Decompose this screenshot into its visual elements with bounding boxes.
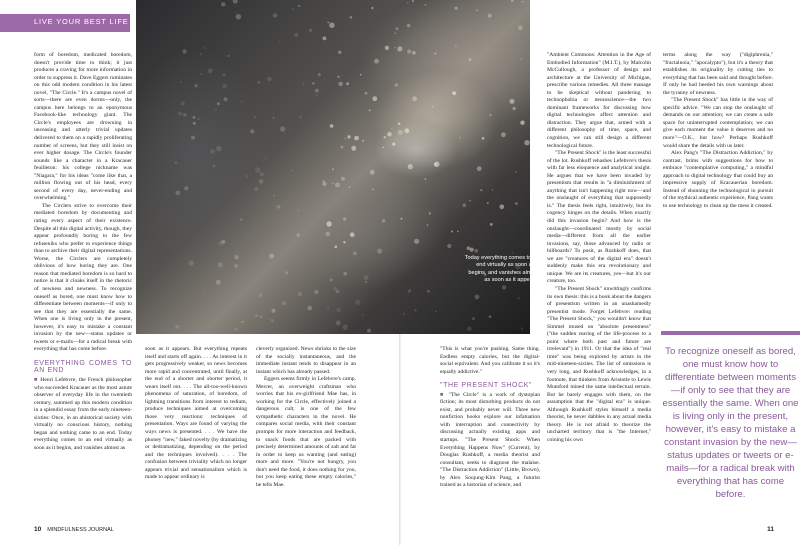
bokeh-dot: [336, 321, 341, 326]
bokeh-dot: [234, 264, 238, 268]
bokeh-dot: [412, 96, 417, 101]
bokeh-dot: [233, 0, 238, 4]
bokeh-dot: [298, 5, 300, 7]
bokeh-dot: [250, 129, 254, 133]
footer-right: [767, 526, 780, 533]
bokeh-dot: [269, 254, 274, 259]
bokeh-dot: [335, 182, 340, 187]
bokeh-dot: [176, 191, 181, 196]
bokeh-dot: [267, 77, 271, 81]
bokeh-dot: [298, 292, 302, 296]
bokeh-dot: [520, 59, 522, 61]
bokeh-dot: [343, 217, 346, 220]
bokeh-dot: [272, 117, 275, 120]
bokeh-dot: [515, 202, 518, 205]
bokeh-dot: [395, 83, 398, 86]
bokeh-dot: [194, 84, 197, 87]
bokeh-dot: [455, 7, 458, 10]
bokeh-dot: [259, 179, 263, 183]
bokeh-dot: [280, 333, 281, 334]
bokeh-dot: [296, 233, 300, 237]
bokeh-dot: [218, 262, 223, 267]
bokeh-dot: [398, 130, 403, 135]
bokeh-dot: [330, 124, 334, 128]
bokeh-dot: [180, 81, 182, 83]
bokeh-dot: [326, 232, 331, 237]
bokeh-dot: [338, 51, 341, 54]
bullet-icon: ■: [440, 391, 449, 398]
bokeh-dot: [210, 149, 215, 154]
bokeh-dot: [184, 186, 188, 190]
bokeh-dot: [282, 301, 286, 305]
bullet-icon: ■: [34, 376, 41, 383]
bokeh-dot: [271, 319, 274, 322]
bokeh-dot: [524, 140, 529, 145]
bokeh-dot: [335, 246, 338, 249]
bokeh-dot: [374, 59, 379, 64]
bokeh-dot: [270, 319, 271, 320]
bokeh-photo: [136, 0, 539, 334]
bokeh-dot: [216, 146, 221, 151]
bokeh-dot: [291, 170, 293, 172]
bokeh-dot: [309, 29, 312, 32]
bokeh-dot: [312, 82, 315, 85]
paragraph: Alex Pang's "The Distraction Addiction," by contrast, brims with suggestions for how to embrace "contemplative computing," a mindful approach to digital technology that could buy an impressive supply of Kracauerian boredom. Instead of shunning the technological in pursuit of the mythical authentic experience, Pang wants to use technology to clean up the mess it created.: [663, 150, 773, 209]
column-3: [256, 346, 356, 522]
bokeh-dot: [457, 231, 459, 233]
bokeh-dot: [203, 294, 205, 296]
bokeh-dot: [221, 2, 225, 6]
bokeh-dot: [477, 166, 482, 171]
bokeh-dot: [405, 128, 410, 133]
bokeh-dot: [345, 138, 346, 139]
bokeh-dot: [234, 255, 239, 260]
bokeh-dot: [489, 114, 491, 116]
bokeh-dot: [427, 224, 428, 225]
bokeh-dot: [407, 49, 411, 53]
bokeh-dot: [360, 74, 362, 76]
page-number-left: 10: [34, 526, 42, 533]
bokeh-dot: [316, 94, 317, 95]
bokeh-dot: [434, 162, 439, 167]
bokeh-dot: [510, 99, 515, 104]
paragraph: [440, 392, 540, 490]
bokeh-dot: [236, 14, 241, 19]
bokeh-dot: [377, 249, 382, 254]
bokeh-dot: [330, 278, 333, 281]
bokeh-dot: [241, 101, 242, 102]
bokeh-dot: [370, 170, 375, 175]
bokeh-dot: [349, 186, 351, 188]
bokeh-dot: [258, 81, 261, 84]
bokeh-dot: [255, 314, 258, 317]
bokeh-dot: [385, 46, 389, 50]
paragraph: [34, 377, 132, 452]
bokeh-dot: [511, 0, 514, 2]
bokeh-dot: [490, 223, 493, 226]
column-2: [145, 346, 247, 522]
bokeh-dot: [216, 280, 221, 285]
bokeh-dot: [372, 189, 374, 191]
bokeh-dot: [500, 205, 505, 210]
section-label: LIVE YOUR BEST LIFE: [34, 17, 129, 26]
bokeh-dot: [365, 92, 368, 95]
bokeh-dot: [223, 84, 227, 88]
bokeh-dot: [273, 195, 275, 197]
bokeh-dot: [350, 16, 352, 18]
bokeh-dot: [347, 135, 350, 138]
bokeh-dot: [501, 132, 506, 137]
bokeh-dot: [260, 172, 264, 176]
paragraph: "The Present Shock" unwittingly confirms its own thesis: this is a book about the dangers of presentism written in an unashamedly presentist mode. Forget Lefebvre: reading "The Present Shock," you wouldn't know that Simmel mused on "absolute presentness" ("the sudden rearing of the life-process to a point where both past and future are irrelevant") in 1911. Or that the idea of "real time" was being explored by artists in the mid-nineteen-sixties. The list of omissions is very long, and Rushkoff acknowledges, in a footnote, that thinkers from Aristotle to Lewis Mumford mined the same intellectual terrain. But he barely engages with them, on the assumption that the "digital era" is unique. Although Rushkoff styles himself a media theorist, he never dabbles in any actual media theory. He is not afraid to theorize the uncharted territory that is "the Internet," coining his own: [547, 285, 651, 443]
bokeh-dot: [518, 25, 523, 30]
bokeh-dot: [181, 102, 185, 106]
bokeh-dot: [223, 73, 226, 76]
bokeh-dot: [318, 73, 321, 76]
column-5: [547, 52, 651, 522]
bokeh-dot: [408, 291, 410, 293]
bokeh-dot: [414, 239, 419, 244]
bokeh-dot: [425, 178, 427, 180]
bokeh-dot: [492, 189, 494, 191]
bokeh-dot: [353, 252, 357, 256]
bokeh-dot: [459, 137, 461, 139]
bokeh-dot: [364, 275, 369, 280]
bokeh-dot: [383, 147, 385, 149]
bokeh-dot: [327, 22, 329, 24]
bokeh-dot: [451, 231, 453, 233]
bokeh-dot: [354, 136, 359, 141]
bokeh-dot: [362, 314, 364, 316]
bokeh-dot: [235, 328, 238, 331]
bokeh-dot: [254, 187, 258, 191]
bokeh-dot: [407, 2, 408, 3]
bokeh-dot: [332, 183, 333, 184]
bokeh-dot: [326, 221, 331, 226]
bokeh-dot: [240, 219, 242, 221]
paragraph: "This is what you're pushing. Same thing. Endless empty calories, but the digital-social equivalent. And you calibrate it so it's equally addictive.": [440, 346, 540, 375]
bokeh-dot: [472, 317, 475, 320]
bokeh-dot: [371, 7, 374, 10]
bokeh-dot: [327, 307, 329, 309]
bokeh-dot: [522, 1, 524, 3]
paragraph-text: Henri Lefebvre, the French philosopher who succeeded Kracauer as the most astute observer of everyday life in the twentieth century, summed up this modern condition in a splendid essay from the early nineteen-sixties: Once, in an ahistorical society with virtually no conscious history, nothing began and nothing came to an end. Today everything comes to an end virtually as soon as it begins, and vanishes almost as: [34, 376, 132, 451]
bokeh-dot: [329, 23, 334, 28]
bokeh-dot: [193, 116, 196, 119]
bokeh-dot: [475, 295, 480, 300]
bokeh-dot: [401, 218, 403, 220]
bokeh-dot: [392, 143, 395, 146]
paragraph: form of boredom, medicated boredom, doesn't provide time to think; it just produces a craving for more information in order to suppress it. Dave Eggers ruminates on this odd modern condition in his latest novel, "The Circle." It's a campus novel of sorts—there are even dorms—only, the campus here belongs to an eponymous Facebook-like technology giant. The Circle's employees are drowning in unceasing and utterly trivial updates delivered to them on a rapidly proliferating number of screens, but they still insist on ever higher dosage. The Circle's founder sounds like a character in a Kracauer feuilleton: his college nickname was "Niagara," for his ideas "come like that, a million flowing out of his head, every second of every day, never-ending and overwhelming.": [34, 52, 132, 202]
bokeh-dot: [178, 112, 182, 116]
bokeh-dot: [351, 146, 356, 151]
bokeh-dot: [285, 271, 288, 274]
bokeh-dot: [355, 300, 360, 305]
bokeh-dot: [343, 272, 347, 276]
bokeh-dot: [200, 53, 202, 55]
bokeh-dot: [521, 327, 523, 329]
bokeh-dot: [463, 203, 467, 207]
bokeh-dot: [341, 177, 345, 181]
bokeh-dot: [365, 281, 367, 283]
bokeh-dot: [265, 158, 267, 160]
bokeh-dot: [488, 14, 492, 18]
paragraph: "Ambient Commons: Attention in the Age of Embodied Information" (M.I.T.), by Malcolm McCullough, a professor of design and architecture at the University of Michigan, prescribe various remedies. All three manage to be skeptical without pandering to technophobia or neuroscience—the two dominant frameworks for discussing how digital technologies affect attention and distraction. They argue that, armed with a different philosophy of time, space, and cognition, we can still design a different technological future.: [547, 52, 651, 149]
bokeh-dot: [307, 306, 312, 311]
bokeh-dot: [412, 51, 416, 55]
bokeh-dot: [407, 24, 410, 27]
bokeh-dot: [346, 82, 349, 85]
bokeh-dot: [512, 252, 514, 254]
bokeh-dot: [435, 311, 436, 312]
bokeh-dot: [489, 315, 492, 318]
bokeh-dot: [302, 83, 304, 85]
bokeh-dot: [279, 40, 281, 42]
bokeh-dot: [427, 290, 430, 293]
bokeh-dot: [263, 161, 264, 162]
bokeh-dot: [387, 132, 392, 137]
bokeh-dot: [480, 189, 482, 191]
subhead: EVERYTHING COMES TO AN END: [34, 359, 132, 375]
bokeh-dot: [447, 244, 451, 248]
column-4: [440, 346, 540, 522]
bokeh-dot: [200, 73, 202, 75]
bokeh-dot: [382, 219, 385, 222]
page-number-right: 11: [767, 526, 774, 533]
section-header: [0, 14, 130, 32]
bokeh-dot: [297, 210, 299, 212]
bokeh-dot: [323, 180, 325, 182]
footer-left: [34, 526, 114, 533]
bokeh-dot: [175, 325, 179, 329]
bokeh-dot: [403, 313, 405, 315]
bokeh-dot: [259, 294, 262, 297]
bokeh-dot: [183, 113, 187, 117]
bokeh-dot: [208, 69, 213, 74]
bokeh-dot: [476, 10, 477, 11]
bokeh-dot: [224, 97, 228, 101]
bokeh-dot: [367, 329, 371, 333]
bokeh-dot: [372, 96, 377, 101]
bokeh-dot: [343, 241, 345, 243]
bokeh-dot: [227, 55, 229, 57]
bokeh-dot: [474, 249, 478, 253]
bokeh-dot: [384, 136, 386, 138]
bokeh-dot: [415, 309, 417, 311]
bokeh-dot: [395, 32, 397, 34]
bokeh-dot: [191, 136, 195, 140]
bokeh-dot: [280, 126, 285, 131]
bokeh-dot: [397, 46, 402, 51]
bokeh-dot: [198, 118, 200, 120]
bokeh-dot: [518, 297, 520, 299]
bokeh-dot: [222, 240, 226, 244]
bokeh-dot: [322, 182, 326, 186]
bokeh-dot: [314, 290, 318, 294]
bokeh-dot: [272, 309, 276, 313]
bokeh-dot: [235, 12, 237, 14]
column-6: [663, 52, 773, 320]
bokeh-dot: [215, 109, 217, 111]
photo-caption: Today everything comes to an end virtually as soon as it begins, and vanishes almost as soon as it appears.: [464, 255, 539, 284]
bokeh-dot: [294, 33, 298, 37]
bokeh-dot: [174, 161, 177, 164]
bokeh-dot: [332, 168, 334, 170]
bokeh-dot: [338, 82, 343, 87]
bokeh-dot: [254, 116, 256, 118]
bokeh-dot: [455, 45, 457, 47]
paragraph: The Circlers strive to overcome their mediated boredom by documenting and rating every aspect of their existence. Despite all this digital activity, though, they appear profoundly boring to the few refuseniks who prefer to experience things than to archive their digital representations. Worse, the Circlers are completely oblivious of how boring they are. One reason that mediated boredom is so hard to notice is that it cloaks itself in the rhetoric of newness and newness. To recognize oneself as bored, one must know how to differentiate between moments—if only to see that they are essentially the same. When one is living only in the present, however, it's easy to mistake a constant invasion by the new—status updates or tweets or e-mails—for a radical break with everything that has come before.: [34, 202, 132, 353]
bokeh-dot: [429, 212, 431, 214]
pull-quote: To recognize oneself as bored, one must know how to differentiate between moments—if only to see that they are essentially the same. When one is living only in the present, however, it's easy to mistake a constant invasion by the new—status updates or tweets or e-mails—for a radical break with everything that has come before.: [661, 331, 800, 517]
bokeh-dot: [343, 325, 348, 330]
bokeh-dot: [217, 102, 220, 105]
paragraph: "The Present Shock" has little in the way of specific advice. "We can stop the onslaught of demands on our attention; we can create a safe space for uninterrupted contemplation; we can give each moment the value it deserves and no more"—O.K., but how? Perhaps Rushkoff would share the details with us later.: [663, 97, 773, 149]
subhead: "THE PRESENT SHOCK": [440, 382, 533, 390]
bokeh-dot: [292, 9, 293, 10]
bokeh-dot: [452, 91, 456, 95]
bokeh-dot: [337, 76, 339, 78]
paragraph: terms along the way ("digiphrenia," "fractalnoia," "apocalypto"), but it's a theory that establishes its originality by cutting ties to everything that has been said and thought before. If only he had heeded his own warnings about the tyranny of newness.: [663, 52, 773, 96]
bokeh-dot: [513, 107, 516, 110]
paragraph: Eggers seems firmly in Lefebvre's camp. Mercer, an overweight craftsman who worries that his ex-girlfriend Mae has, in working for the Circle, effectively joined a dangerous cult, is one of the few sympathetic characters in the novel. He compares social media, with their constant prompts for more interaction and feedback, to snack foods that are packed with precisely determined amounts of salt and fat in order to keep us wanting (and eating) more and more. "You're not hungry, you don't need the food, it does nothing for you, but you keep eating these empty calories," he tells Mae.: [256, 376, 356, 488]
bokeh-dot: [520, 121, 524, 125]
paragraph: "The Present Shock" is the least successful of the lot. Rushkoff rehashes Lefebvre's thesis with far less eloquence and analytical insight. He argues that we have been invaded by presentism that results in "a diminishment of anything that isn't happening right now—and the onslaught of everything that supposedly is." The thesis feels right, intuitively, but its cogency hinges on the details. When exactly did this invasion begin? And how is the onslaught—coordinated mostly by social media—different from all the earlier invasions, say, those advanced by radio or billboards? To posit, as Rushkoff does, that we are "creatures of the digital era" doesn't suddenly make this era revolutionary and unique. We are its creatures, yes—but it's our creature, too.: [547, 150, 651, 285]
bokeh-dot: [260, 316, 262, 318]
bokeh-dot: [334, 287, 337, 290]
bokeh-dot: [193, 122, 196, 125]
bokeh-dot: [470, 248, 474, 252]
bokeh-dot: [182, 49, 186, 53]
bokeh-dot: [432, 106, 433, 107]
bokeh-dot: [412, 0, 414, 2]
bokeh-dot: [435, 53, 437, 55]
publication-name: MINDFULNESS JOURNAL: [47, 527, 114, 533]
bokeh-dot: [323, 37, 327, 41]
bokeh-dot: [212, 164, 215, 167]
bokeh-dot: [469, 58, 472, 61]
bokeh-dot: [204, 47, 206, 49]
bokeh-dot: [337, 308, 341, 312]
bokeh-dot: [369, 109, 371, 111]
bokeh-dot: [502, 285, 506, 289]
bokeh-dot: [425, 4, 427, 6]
bokeh-dot: [255, 167, 261, 173]
bokeh-dot: [273, 13, 278, 18]
bokeh-dot: [362, 140, 364, 142]
bokeh-dot: [395, 47, 396, 48]
bokeh-dot: [277, 205, 281, 209]
bokeh-dot: [391, 128, 393, 130]
paragraph: cleverly organized. News shrinks to the size of the socially instantaneous, and the immediate instant tends to disappear in an instant which has already passed.: [256, 346, 356, 375]
bokeh-dot: [467, 327, 472, 332]
bokeh-dot: [242, 321, 244, 323]
bokeh-dot: [487, 202, 489, 204]
bokeh-dot: [469, 200, 470, 201]
bokeh-dot: [336, 290, 340, 294]
bokeh-dot: [246, 175, 249, 178]
paragraph: soon as it appears. But everything repeats itself and starts off again. . . . As interest in it gets progressively weaker, so news becomes more rapid and concentrated, until finally, at the end of a shorter and shorter period, it wears itself out. . . . The all-too-well-known phenomena of saturation, of boredom, of lightning transitions from interest to tedium, produce techniques aimed at overcoming those very reactions: techniques of presentation. Ways are found of varying the ways news is presented. . . . We have the phoney "new," faked novelty (by dramatizing or dedramatizing, depending on the period and the techniques involved). . . . The confusion between triviality which no longer appears trivial and sensationalism which is made to appear ordinary is: [145, 346, 247, 481]
bokeh-dot: [482, 137, 485, 140]
bokeh-dot: [395, 27, 398, 30]
column-1: [34, 52, 132, 522]
bokeh-dot: [315, 89, 319, 93]
bokeh-dot: [300, 116, 302, 118]
bokeh-dot: [350, 232, 355, 237]
bokeh-dot: [263, 251, 265, 253]
bokeh-dot: [398, 123, 401, 126]
bokeh-dot: [408, 164, 413, 169]
bokeh-dot: [189, 260, 195, 266]
bokeh-dot: [341, 146, 344, 149]
bokeh-dot: [515, 171, 516, 172]
paragraph-text: "The Circle" is a work of dystopian fiction; its most disturbing products do not exist, and probably never will. Three new nonfiction books explore our infatuation with interruption and connectivity by discussing actually existing apps and startups. "The Present Shock: When Everything Happens Now" (Current), by Douglas Rushkoff, a media theorist and consultant, seeks to diagnose the malaise. "The Distraction Addiction" (Little, Brown), by Alex Soojung-Kim Pang, a futurist trained as a historian of science, and: [440, 391, 540, 489]
